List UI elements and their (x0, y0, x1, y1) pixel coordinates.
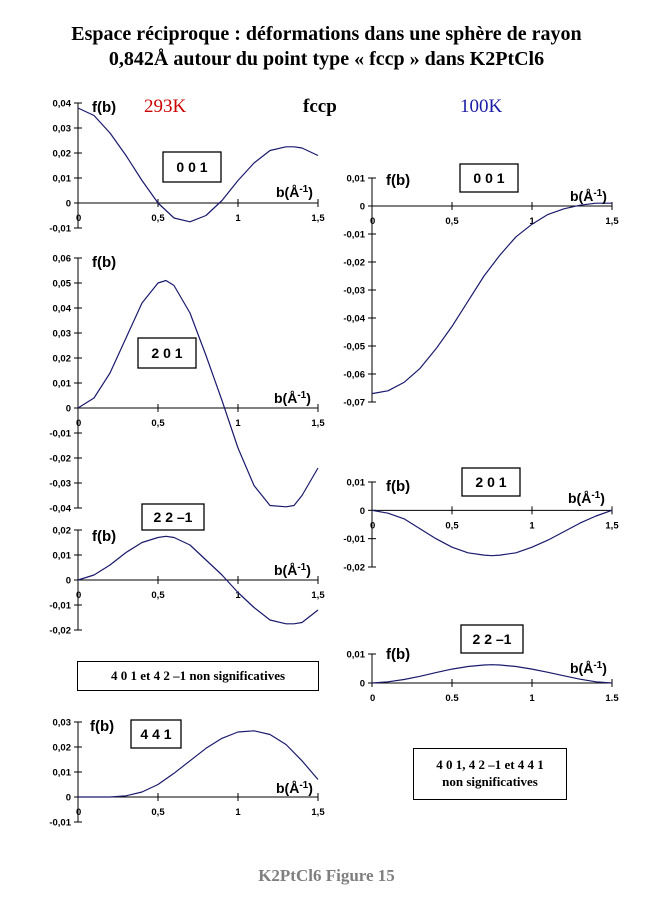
y-axis-label: f(b) (92, 254, 117, 271)
y-tick-label: -0,02 (49, 625, 71, 637)
y-tick-label: -0,02 (49, 453, 71, 465)
x-tick-label: 0.5 (445, 693, 459, 704)
page-title-line2: 0,842Å autour du point type « fccp » dans K2PtCl6 (108, 48, 545, 70)
y-tick-label: 0 (65, 792, 71, 804)
y-tick-label: 0 (65, 198, 71, 210)
x-tick-label: 1 (235, 807, 241, 818)
y-tick-label: 0,03 (52, 123, 71, 135)
y-tick-label: 0,01 (52, 173, 71, 185)
series-line (372, 510, 612, 555)
figure-caption: K2PtCl6 Figure 15 (258, 866, 395, 885)
x-tick-label: 1.5 (605, 693, 619, 704)
y-tick-label: 0,01 (52, 550, 71, 562)
temp-label-293k: 293K (144, 96, 187, 117)
chart-293K-201 (49, 254, 325, 515)
y-tick-label: -0,06 (343, 369, 365, 381)
y-tick-label: 0,05 (52, 278, 71, 290)
y-tick-label: -0,01 (343, 534, 365, 546)
y-tick-label: 0 (65, 403, 71, 415)
y-tick-label: -0,02 (343, 257, 365, 269)
y-tick-label: 0 (359, 201, 365, 213)
y-tick-label: -0,03 (49, 478, 71, 490)
chart-293K-441 (49, 718, 325, 829)
x-tick-label: 0 (370, 216, 376, 227)
reflection-label: 2 2 –1 (153, 509, 193, 525)
y-tick-label: -0,01 (49, 817, 71, 829)
y-axis-label: f(b) (92, 99, 117, 116)
reflection-label: 0 0 1 (176, 159, 208, 175)
y-tick-label: 0,03 (52, 717, 71, 729)
x-tick-label: 0 (76, 418, 82, 429)
y-tick-label: -0,04 (49, 503, 71, 515)
x-tick-label: 1 (529, 693, 535, 704)
reflection-label: 4 4 1 (140, 726, 172, 742)
chart-100K-201 (343, 468, 619, 574)
y-axis-label: f(b) (386, 172, 411, 189)
y-tick-label: 0,02 (52, 742, 71, 754)
x-tick-label: 0 (76, 590, 82, 601)
y-tick-label: -0,01 (49, 428, 71, 440)
x-axis-label: $b(Å^{-1})$ (274, 562, 311, 578)
y-axis-label: f(b) (386, 646, 411, 663)
x-tick-label: 0,5 (445, 520, 459, 532)
x-axis-label: $b(Å^{-1})$ (276, 184, 313, 200)
y-tick-label: 0,06 (52, 253, 71, 265)
y-tick-label: 0,02 (52, 525, 71, 537)
x-tick-label: 1,5 (605, 520, 619, 532)
y-tick-label: 0 (65, 575, 71, 587)
x-tick-label: 1,5 (311, 590, 325, 601)
x-tick-label: 0 (76, 807, 82, 818)
y-tick-label: 0,04 (52, 98, 71, 110)
temp-label-100k: 100K (460, 96, 503, 117)
x-tick-label: 0,5 (151, 213, 165, 224)
x-tick-label: 1 (529, 216, 535, 227)
y-axis-label: f(b) (90, 718, 115, 735)
chart-100K-22m1 (347, 625, 620, 704)
x-tick-label: 0,5 (151, 590, 165, 601)
y-tick-label: 0,03 (52, 328, 71, 340)
x-tick-label: 1 (235, 590, 241, 601)
chart-100K-001 (343, 164, 619, 409)
reflection-label: 2 0 1 (475, 474, 507, 490)
note-left-not-significant: 4 0 1 et 4 2 –1 non significatives (77, 661, 319, 691)
x-tick-label: 1,5 (311, 213, 325, 224)
y-tick-label: 0,02 (52, 353, 71, 365)
x-tick-label: 1 (529, 520, 535, 532)
x-axis-label: $b(Å^{-1})$ (276, 780, 313, 796)
x-tick-label: 1,5 (311, 418, 325, 429)
x-tick-label: 1 (235, 418, 241, 429)
x-axis-label: $b(Å^{-1})$ (274, 390, 311, 406)
note-right-line1: 4 0 1, 4 2 –1 et 4 4 1 (436, 757, 544, 772)
y-tick-label: -0,01 (49, 223, 71, 235)
reflection-label: 0 0 1 (473, 170, 505, 186)
chart-293K-22m1 (49, 504, 325, 637)
reflection-label: 2 2 –1 (472, 631, 512, 647)
note-right-line2: non significatives (442, 774, 538, 789)
x-tick-label: 0,5 (151, 418, 165, 429)
y-tick-label: -0,02 (343, 562, 365, 574)
y-tick-label: 0 (359, 678, 365, 690)
y-axis-label: f(b) (92, 528, 117, 545)
x-tick-label: 0 (370, 520, 376, 532)
y-axis-label: f(b) (386, 478, 411, 495)
y-tick-label: -0,05 (343, 341, 365, 353)
x-axis-label: $b(Å^{-1})$ (570, 188, 607, 204)
y-tick-label: -0,04 (343, 313, 365, 325)
chart-293K-001 (49, 99, 325, 235)
x-tick-label: 0 (76, 213, 82, 224)
y-tick-label: -0,03 (343, 285, 365, 297)
x-axis-label: $b(Å^{-1})$ (568, 490, 605, 506)
x-tick-label: 1,5 (605, 216, 619, 227)
x-tick-label: 0 (370, 693, 376, 704)
page-title-line1: Espace réciproque : déformations dans une sphère de rayon (71, 23, 582, 45)
structure-label-fccp: fccp (303, 96, 337, 117)
y-tick-label: 0,01 (52, 767, 71, 779)
x-axis-label: $b(Å^{-1})$ (570, 660, 607, 676)
x-tick-label: 0,5 (151, 807, 165, 818)
y-tick-label: -0,01 (343, 229, 365, 241)
y-tick-label: 0 (359, 505, 365, 517)
y-tick-label: 0,01 (346, 649, 365, 661)
x-tick-label: 1 (235, 213, 241, 224)
y-tick-label: 0,01 (346, 173, 365, 185)
y-tick-label: 0,01 (52, 378, 71, 390)
y-tick-label: 0,01 (346, 477, 365, 489)
y-tick-label: 0,04 (52, 303, 71, 315)
series-line (372, 203, 612, 393)
y-tick-label: 0,02 (52, 148, 71, 160)
x-tick-label: 1,5 (311, 807, 325, 818)
y-tick-label: -0,07 (343, 397, 365, 409)
y-tick-label: -0,01 (49, 600, 71, 612)
x-tick-label: 0,5 (445, 216, 459, 227)
reflection-label: 2 0 1 (151, 345, 183, 361)
note-right-not-significant (413, 748, 567, 800)
